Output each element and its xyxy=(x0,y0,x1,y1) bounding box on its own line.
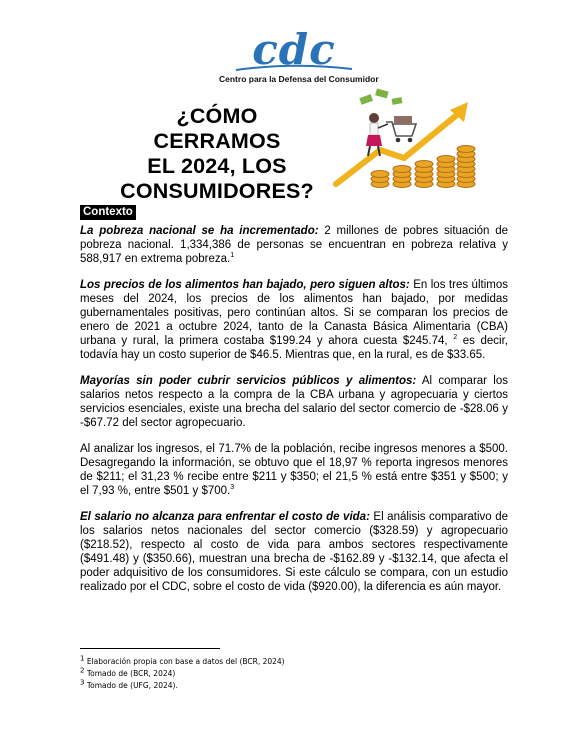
title-line-2: EL 2024, LOS xyxy=(147,154,287,178)
footnote-text: Tomado de (UFG, 2024). xyxy=(84,681,178,690)
footnote-number: 3 xyxy=(80,678,85,687)
paragraph-lead: Los precios de los alimentos han bajado, pero siguen altos: xyxy=(80,279,410,291)
paragraph-text: Al analizar los ingresos, el 71.7% de la población, recibe ingresos menores a $500. Desagregando la información, se obtuvo que el 18,97 % reporta ingresos menores de $211; el 31,23 % recibe entre $211 y $350; el 21,5 % está entre $351 y $500; y el 7,93 %, entre $501 y $700. xyxy=(80,443,508,497)
paragraph-poverty xyxy=(80,224,508,266)
logo-mark: cdc xyxy=(252,25,336,74)
footnote-divider xyxy=(80,648,220,649)
paragraph-text: 2 millones de pobres situación de pobreza nacional. 1,334,386 de personas se encuentran en pobreza relativa y 588,917 en extrema pobreza. xyxy=(80,225,508,265)
footnote-ref: 2 xyxy=(453,334,458,342)
paragraph-public-services xyxy=(80,374,508,430)
footnote-number: 2 xyxy=(80,666,85,675)
money-bills-icon xyxy=(359,89,402,105)
paragraph-cost-of-living xyxy=(80,510,508,594)
paragraph-lead: El salario no alcanza para enfrentar el costo de vida: xyxy=(80,511,370,523)
footnote-1 xyxy=(80,656,380,668)
footnote-text: Elaboración propia con base a datos del (BCR, 2024) xyxy=(84,657,285,666)
paragraph-lead: Mayorías sin poder cubrir servicios públicos y alimentos: xyxy=(80,375,417,387)
footnotes xyxy=(80,656,380,692)
paragraph-text: Al comparar los salarios netos respecto a la compra de la CBA urbana y agropecuaria y ciertos servicios esenciales, existe una brecha del salario del sector comercio de -$28.06 y -$67.72 del sector agropecuario. xyxy=(80,375,509,429)
paragraph-text: En los tres últimos meses del 2024, los precios de los alimentos han bajado, por medidas gubernamentales positivas, pero continúan altos. Si se comparan los precios de enero de 2021 a octubre 2024, tanto de la Canasta Básica Alimentaria (CBA) urbana y rural, la primera costaba $199.24 y ahora cuesta $245.74, xyxy=(80,279,508,347)
footnote-ref: 3 xyxy=(230,484,235,492)
paragraph-text-after: es decir, todavía hay un costo superior de $46.5. Mientras que, en la rural, es de $33.65. xyxy=(80,335,508,361)
context-section xyxy=(80,202,508,606)
logo-subtitle: Centro para la Defensa del Consumidor xyxy=(219,74,379,84)
title-line-3: CONSUMIDORES? xyxy=(120,179,314,203)
paragraph-lead: La pobreza nacional se ha incrementado: xyxy=(80,225,319,237)
paragraph-income-analysis xyxy=(80,442,508,498)
footnote-ref: 1 xyxy=(230,252,235,260)
footnote-3 xyxy=(80,680,380,692)
shopping-coins-illustration xyxy=(330,88,478,192)
page-title xyxy=(112,104,322,204)
shopper-with-cart-icon xyxy=(366,113,416,156)
cdc-logo xyxy=(219,25,379,84)
paragraph-food-prices xyxy=(80,278,508,362)
footnote-text: Tomado de (BCR, 2024) xyxy=(84,669,176,678)
section-heading-context: Contexto xyxy=(80,205,136,220)
title-line-1: ¿CÓMO CERRAMOS xyxy=(153,104,281,153)
paragraph-text: El análisis comparativo de los salarios netos nacionales del sector comercio ($328.59) y agropecuario ($218.52), respecto al costo de vida para ambos sectores respectivamente ($491.48) y ($350.66), muestran una brecha de -$162.89 y -$132.14, que afecta el poder adquisitivo de los consumidores. Si este cálculo se compara, con un estudio realizado por el CDC, sobre el costo de vida ($920.00), la diferencia es aún mayor. xyxy=(80,511,508,593)
footnote-number: 1 xyxy=(80,654,85,663)
footnote-2 xyxy=(80,668,380,680)
